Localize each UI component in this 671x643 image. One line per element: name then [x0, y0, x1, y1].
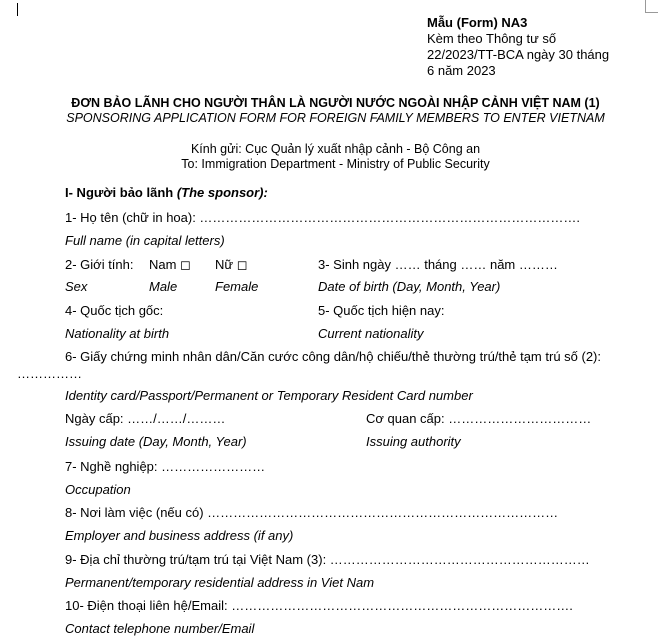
section-sponsor-label-vi: I- Người bảo lãnh — [65, 185, 174, 200]
section-sponsor-heading — [65, 185, 268, 201]
form-title-en: SPONSORING APPLICATION FORM FOR FOREIGN FAMILY MEMBERS TO ENTER VIETNAM — [66, 111, 605, 125]
field-full-name-label-en: Full name (in capital letters) — [65, 233, 225, 248]
form-code-title: Mẫu (Form) NA3 — [427, 15, 528, 30]
field-full-name[interactable]: 1- Họ tên (chữ in hoa): ……………………………………………………………………………. — [65, 210, 581, 225]
field-occupation-label-en: Occupation — [65, 482, 131, 497]
form-code-line-3: 6 năm 2023 — [427, 63, 496, 78]
field-issuing-date-label-en: Issuing date (Day, Month, Year) — [65, 434, 247, 449]
field-employer[interactable]: 8- Nơi làm việc (nếu có) ……………………………………………………………………… — [65, 505, 559, 520]
field-contact[interactable]: 10- Điện thoại liên hệ/Email: ……………………………………………………………………. — [65, 598, 573, 613]
form-title-vi: ĐƠN BẢO LÃNH CHO NGƯỜI THÂN LÀ NGƯỜI NƯỚC NGOÀI NHẬP CẢNH VIỆT NAM (1) — [71, 96, 600, 110]
field-nationality-at-birth-label-en: Nationality at birth — [65, 326, 170, 341]
field-contact-label-en: Contact telephone number/Email — [65, 621, 255, 636]
field-id-document[interactable]: 6- Giấy chứng minh nhân dân/Căn cước công dân/hộ chiếu/thẻ thường trú/thẻ tạm trú số (2): — [65, 349, 602, 364]
addressee-vi: Kính gửi: Cục Quản lý xuất nhập cảnh - Bộ Công an — [190, 142, 481, 156]
male-label-en: Male — [149, 279, 178, 294]
field-residential-address-label-en: Permanent/temporary residential address in Viet Nam — [65, 575, 375, 590]
field-current-nationality-label-en: Current nationality — [318, 326, 424, 341]
field-issuing-authority[interactable]: Cơ quan cấp: …………………………… — [366, 411, 592, 426]
section-sponsor-label-en: (The sponsor): — [176, 185, 268, 200]
field-id-document-dots[interactable]: …………… — [17, 366, 82, 381]
checkbox-male[interactable]: Nam ◻ — [149, 257, 191, 272]
field-residential-address[interactable]: 9- Địa chỉ thường trú/tạm trú tại Việt Nam (3): …………………………………………………… — [65, 552, 590, 567]
female-label-en: Female — [215, 279, 259, 294]
addressee-en: To: Immigration Department - Ministry of Public Security — [181, 157, 490, 171]
text-cursor — [17, 3, 18, 16]
form-code-line-1: Kèm theo Thông tư số — [427, 31, 557, 46]
checkbox-female[interactable]: Nữ ◻ — [215, 257, 248, 272]
field-employer-label-en: Employer and business address (if any) — [65, 528, 294, 543]
form-code-block — [427, 15, 609, 79]
field-nationality-at-birth[interactable]: 4- Quốc tịch gốc: — [65, 303, 164, 318]
field-id-document-label-en: Identity card/Passport/Permanent or Temporary Resident Card number — [65, 388, 473, 403]
page-corner-marker — [645, 0, 658, 13]
field-date-of-birth-label-en: Date of birth (Day, Month, Year) — [318, 279, 501, 294]
field-issuing-date[interactable]: Ngày cấp: ……/……/……… — [65, 411, 226, 426]
field-issuing-authority-label-en: Issuing authority — [366, 434, 461, 449]
field-occupation[interactable]: 7- Nghề nghiệp: …………………… — [65, 459, 266, 474]
field-sex-label-en: Sex — [65, 279, 88, 294]
field-sex-label: 2- Giới tính: — [65, 257, 134, 272]
field-date-of-birth[interactable]: 3- Sinh ngày …… tháng …… năm ……… — [318, 257, 558, 272]
form-code-line-2: 22/2023/TT-BCA ngày 30 tháng — [427, 47, 610, 62]
field-current-nationality[interactable]: 5- Quốc tịch hiện nay: — [318, 303, 445, 318]
